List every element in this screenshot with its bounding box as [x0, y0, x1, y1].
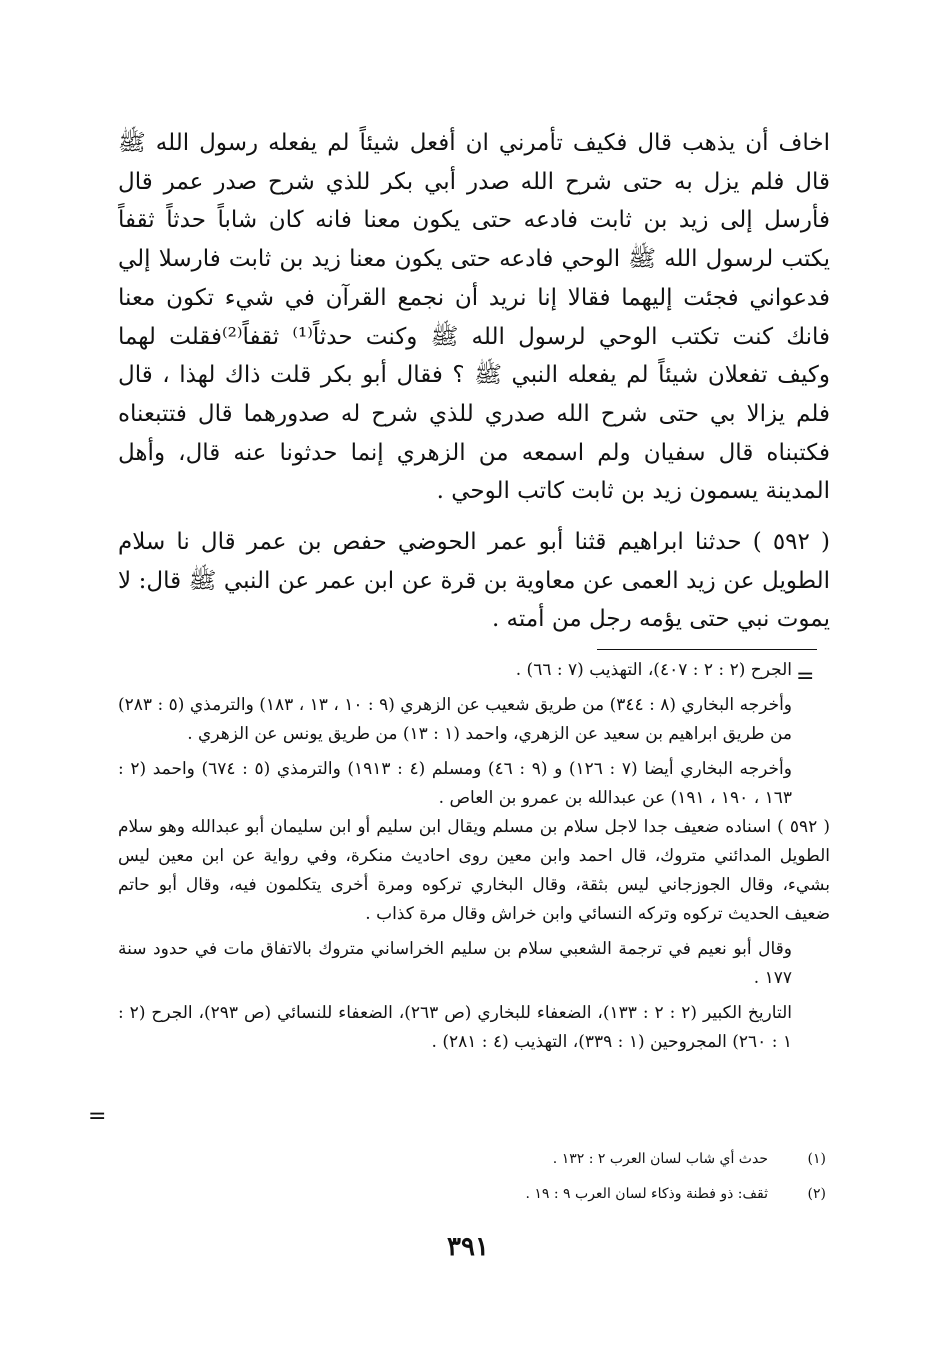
gloss-1-text: حدث أي شاب لسان العرب ٢ : ١٣٢ . — [552, 1151, 768, 1167]
hadith-592-paragraph: ( ٥٩٢ ) حدثنا ابراهيم قثنا أبو عمر الحوضي حفص بن عمر قال نا سلام الطويل عن زيد العمى عن معاوية بن قرة عن ابن عمر عن النبي ﷺ قال: لا يموت نبي حتى يؤمه رجل من أمته . — [118, 529, 830, 633]
page-number: ٣٩١ — [447, 1232, 489, 1262]
hadith-continuation-paragraph: اخاف أن يذهب قال فكيف تأمرني ان أفعل شيئاً لم يفعله رسول الله ﷺ قال فلم يزل به حتى شرح الله صدر أبي بكر للذي شرح صدر عمر قال فأرسل إلى زيد بن ثابت فادعه حتى يكون معنا فانه كان شاباً حدثاً ثقفاً يكتب لرسول الله ﷺ الوحي فادعه حتى يكون معنا زيد بن ثابت فارسلا إلي فدعواني فجئت إليهما فقالا إنا نريد أن نجمع القرآن في شيء تكون معنا فانك كنت تكتب الوحي لرسول الله ﷺ وكنت حدثاً⁽¹⁾ ثقفاً⁽²⁾فقلت لهما وكيف تفعلان شيئاً لم يفعله النبي ﷺ ؟ فقال أبو بكر قلت ذاك لهذا ، قال فلم يزالا بي حتى شرح الله صدري للذي شرح له صدورهما قال فتتبعناه فكتبناه قال سفيان ولم اسمعه من الزهري إنما حدثونا عنه قال، وأهل المدينة يسمون زيد بن ثابت كاتب الوحي . — [118, 130, 831, 505]
gloss-1-number: (١) — [807, 1151, 826, 1167]
gloss-2-text: ثقف: ذو فطنة وذكاء لسان العرب ٩ : ١٩ . — [525, 1186, 768, 1202]
note-592 — [118, 813, 830, 929]
footnotes — [118, 656, 830, 1057]
main-text — [118, 124, 830, 639]
gloss-2 — [300, 1183, 826, 1205]
note-592-number: ( ٥٩٢ ) — [777, 817, 830, 837]
note-jarh-tahdhib: الجرح (٢ : ٢ : ٤٠٧)، التهذيب (٧ : ٦٦) . — [515, 660, 792, 680]
gloss-2-number: (٢) — [807, 1186, 826, 1202]
continuation-mark-bottom: = — [88, 1104, 107, 1129]
note-bukhari-muslim: وأخرجه البخاري أيضا (٧ : ١٢٦) و (٩ : ٤٦) ومسلم (٤ : ١٩١٣) والترمذي (٥ : ٦٧٤) واحمد (٢ : ١٦٣ ، ١٩٠ ، ١٩١) عن عبدالله بن عمرو بن العاص . — [118, 759, 792, 808]
note-abu-nuaym: وقال أبو نعيم في ترجمة الشعبي سلام بن سليم الخراساني متروك بالاتفاق مات في حدود سنة ١٧٧ . — [118, 939, 792, 988]
note-592-text: اسناده ضعيف جدا لاجل سلام بن مسلم ويقال ابن سليم أو ابن سليمان أبو عبدالله وهو سلام الطويل المدائني متروك، قال احمد وابن معين روى احاديث منكرة، وفي رواية عن ابن معين ليس بشيء، وقال الجوزجاني ليس بثقة، وقال البخاري تركوه ومرة أخرى يتكلمون فيه، وقال أبو حاتم ضعيف الحديث تركوه وتركه النسائي وابن خراش وقال مرة كذاب . — [118, 817, 830, 924]
note-references: التاريخ الكبير (٢ : ٢ : ١٣٣)، الضعفاء للبخاري (ص ٢٦٣)، الضعفاء للنسائي (ص ٢٩٣)، الجرح (٢ : ١ : ٢٦٠) المجروحين (١ : ٣٣٩)، التهذيب (٤ : ٢٨١) . — [118, 1003, 792, 1052]
gloss-1 — [300, 1148, 826, 1170]
footnote-divider — [597, 649, 817, 650]
note-bukhari-zuhri: وأخرجه البخاري (٨ : ٣٤٤) من طريق شعيب عن الزهري (٩ : ١٠ ، ١٣ ، ١٨٣) والترمذي (٥ : ٢٨٣) من طريق ابراهيم بن سعيد عن الزهري، واحمد (١ : ١٣) من طريق يونس عن الزهري . — [118, 695, 793, 744]
continuation-mark-top: = — [796, 664, 815, 689]
